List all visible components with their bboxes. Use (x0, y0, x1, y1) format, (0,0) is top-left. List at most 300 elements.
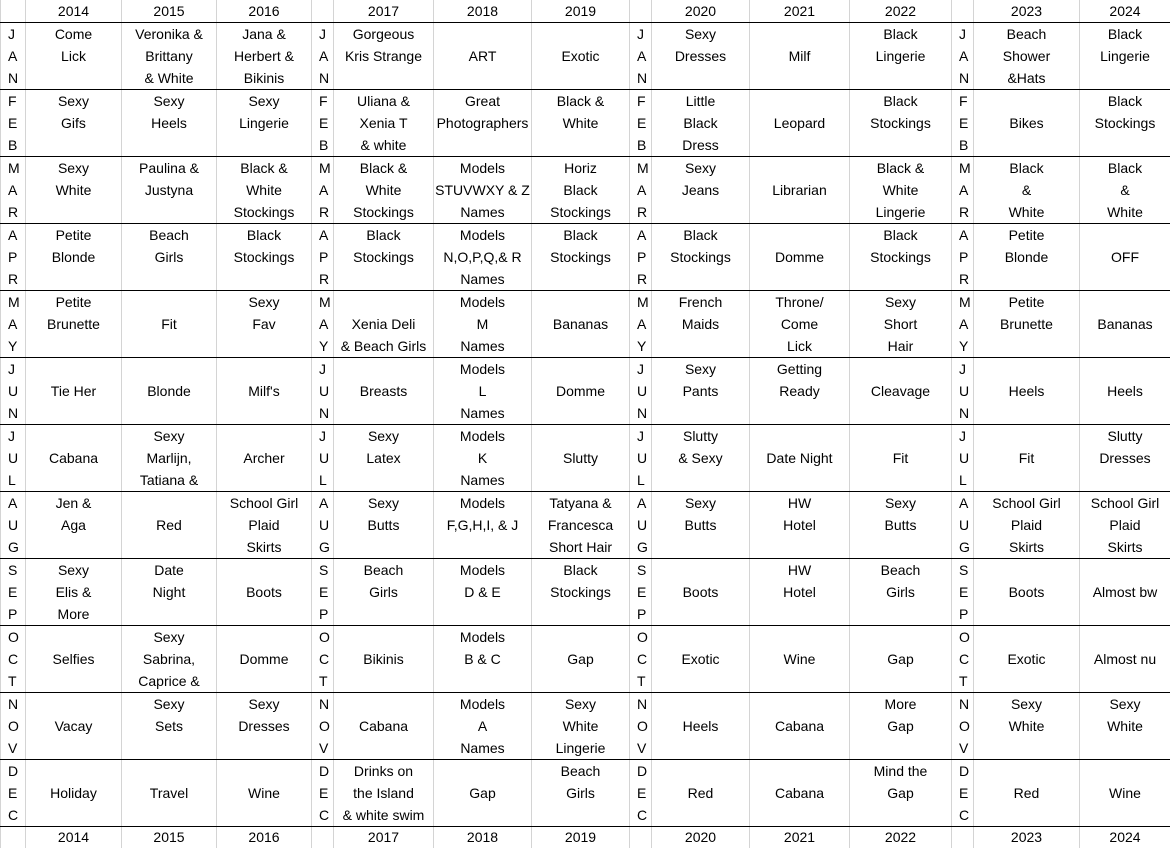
month-letter: J (312, 425, 334, 448)
calendar-cell-2023 (974, 402, 1080, 425)
month-row (1, 760, 1170, 783)
month-letter: J (952, 358, 974, 381)
calendar-cell-2015 (122, 492, 217, 515)
calendar-cell-2021 (750, 626, 850, 649)
calendar-cell-2023: Fit (974, 447, 1080, 469)
month-letter: O (952, 626, 974, 649)
calendar-cell-2019: Francesca (532, 514, 630, 536)
month-letter: F (312, 90, 334, 113)
calendar-cell-2024: OFF (1080, 246, 1170, 268)
calendar-cell-2022: Beach (850, 559, 952, 582)
month-row (1, 693, 1170, 716)
calendar-cell-2019: Sexy (532, 693, 630, 716)
calendar-cell-2015: Heels (122, 112, 217, 134)
calendar-cell-2019: Slutty (532, 447, 630, 469)
calendar-cell-2015 (122, 737, 217, 760)
year-header-2018: 2018 (434, 0, 532, 23)
calendar-cell-2024: Lingerie (1080, 45, 1170, 67)
month-row (1, 782, 1170, 804)
calendar-cell-2018: D & E (434, 581, 532, 603)
calendar-cell-2024 (1080, 224, 1170, 247)
calendar-cell-2023: White (974, 201, 1080, 224)
calendar-cell-2017: Beach (334, 559, 434, 582)
calendar-cell-2014 (26, 536, 122, 559)
calendar-cell-2022: Gap (850, 782, 952, 804)
month-letter: C (630, 804, 652, 827)
calendar-cell-2022: Stockings (850, 246, 952, 268)
year-header-2024: 2024 (1080, 827, 1170, 848)
calendar-cell-2014: Gifs (26, 112, 122, 134)
calendar-cell-2022: Sexy (850, 492, 952, 515)
calendar-cell-2017 (334, 469, 434, 492)
calendar-cell-2022: Black (850, 23, 952, 46)
month-letter: R (312, 268, 334, 291)
calendar-cell-2021: Date Night (750, 447, 850, 469)
year-header-2014: 2014 (26, 827, 122, 848)
calendar-cell-2014: Cabana (26, 447, 122, 469)
calendar-cell-2014: Selfies (26, 648, 122, 670)
month-letter: L (630, 469, 652, 492)
calendar-cell-2021 (750, 224, 850, 247)
calendar-cell-2021 (750, 737, 850, 760)
month-letter: E (1, 581, 26, 603)
calendar-cell-2015: Veronika & (122, 23, 217, 46)
calendar-cell-2023 (974, 425, 1080, 448)
month-letter: Y (312, 335, 334, 358)
calendar-cell-2014: Tie Her (26, 380, 122, 402)
year-header-2021: 2021 (750, 827, 850, 848)
calendar-cell-2014 (26, 134, 122, 157)
month-letter: U (630, 380, 652, 402)
month-letter: M (1, 291, 26, 314)
calendar-cell-2016 (217, 737, 312, 760)
calendar-cell-2024 (1080, 268, 1170, 291)
calendar-cell-2015: Sets (122, 715, 217, 737)
month-letter: C (1, 804, 26, 827)
calendar-cell-2017: Stockings (334, 246, 434, 268)
calendar-cell-2018 (434, 134, 532, 157)
calendar-cell-2019: Exotic (532, 45, 630, 67)
calendar-cell-2019 (532, 335, 630, 358)
calendar-cell-2019 (532, 603, 630, 626)
month-column-header (1, 827, 26, 848)
calendar-cell-2020 (652, 626, 750, 649)
month-letter: V (312, 737, 334, 760)
calendar-cell-2015 (122, 536, 217, 559)
calendar-cell-2020: Sexy (652, 358, 750, 381)
month-letter: G (312, 536, 334, 559)
month-letter: C (312, 804, 334, 827)
month-letter: U (952, 447, 974, 469)
calendar-cell-2015: Caprice & (122, 670, 217, 693)
month-letter: E (630, 782, 652, 804)
calendar-cell-2018 (434, 23, 532, 46)
calendar-cell-2016: Herbert & (217, 45, 312, 67)
year-header-2015: 2015 (122, 0, 217, 23)
calendar-cell-2023 (974, 626, 1080, 649)
calendar-cell-2018: K (434, 447, 532, 469)
calendar-cell-2022: White (850, 179, 952, 201)
calendar-cell-2018: N,O,P,Q,& R (434, 246, 532, 268)
month-letter: P (1, 603, 26, 626)
month-letter: M (630, 291, 652, 314)
calendar-cell-2017 (334, 358, 434, 381)
calendar-cell-2018: STUVWXY & Z (434, 179, 532, 201)
calendar-cell-2020: Slutty (652, 425, 750, 448)
year-header-2019: 2019 (532, 827, 630, 848)
month-letter: N (630, 402, 652, 425)
calendar-cell-2020: Dresses (652, 45, 750, 67)
month-letter: F (952, 90, 974, 113)
calendar-cell-2021: Domme (750, 246, 850, 268)
month-letter: G (952, 536, 974, 559)
calendar-cell-2024 (1080, 402, 1170, 425)
calendar-cell-2024 (1080, 291, 1170, 314)
year-header-2016: 2016 (217, 0, 312, 23)
calendar-cell-2019: Lingerie (532, 737, 630, 760)
calendar-cell-2020: Sexy (652, 492, 750, 515)
calendar-cell-2014: Sexy (26, 559, 122, 582)
month-letter: S (630, 559, 652, 582)
month-letter: C (952, 804, 974, 827)
month-letter: O (312, 715, 334, 737)
calendar-cell-2021 (750, 670, 850, 693)
calendar-cell-2014 (26, 670, 122, 693)
month-letter: R (630, 201, 652, 224)
month-letter: U (952, 514, 974, 536)
calendar-cell-2022 (850, 536, 952, 559)
month-letter: O (1, 626, 26, 649)
calendar-cell-2020: Heels (652, 715, 750, 737)
calendar-cell-2014 (26, 469, 122, 492)
calendar-cell-2014: Holiday (26, 782, 122, 804)
calendar-cell-2015: Red (122, 514, 217, 536)
calendar-cell-2023: Plaid (974, 514, 1080, 536)
calendar-cell-2016 (217, 469, 312, 492)
calendar-cell-2020 (652, 536, 750, 559)
calendar-cell-2017: Breasts (334, 380, 434, 402)
calendar-cell-2021 (750, 134, 850, 157)
month-column-header (952, 0, 974, 23)
month-letter: B (1, 134, 26, 157)
calendar-cell-2024 (1080, 737, 1170, 760)
calendar-cell-2024: Almost nu (1080, 648, 1170, 670)
month-letter: J (1, 358, 26, 381)
calendar-cell-2023: Heels (974, 380, 1080, 402)
calendar-cell-2020: Pants (652, 380, 750, 402)
year-header-2019: 2019 (532, 0, 630, 23)
month-row (1, 425, 1170, 448)
calendar-cell-2019: Domme (532, 380, 630, 402)
calendar-cell-2015: Fit (122, 313, 217, 335)
month-row (1, 380, 1170, 402)
calendar-cell-2019: Horiz (532, 157, 630, 180)
month-letter: Y (952, 335, 974, 358)
calendar-cell-2022 (850, 603, 952, 626)
year-header-2023: 2023 (974, 0, 1080, 23)
month-row (1, 179, 1170, 201)
calendar-cell-2022: Gap (850, 715, 952, 737)
calendar-cell-2021 (750, 402, 850, 425)
calendar-cell-2019: Stockings (532, 246, 630, 268)
calendar-cell-2024: Stockings (1080, 112, 1170, 134)
calendar-cell-2021: Hotel (750, 581, 850, 603)
month-letter: F (630, 90, 652, 113)
month-letter: A (312, 313, 334, 335)
month-letter: C (952, 648, 974, 670)
month-letter: A (952, 45, 974, 67)
calendar-cell-2021: HW (750, 492, 850, 515)
calendar-cell-2024: Heels (1080, 380, 1170, 402)
calendar-cell-2024: Black (1080, 23, 1170, 46)
calendar-cell-2018: Models (434, 157, 532, 180)
calendar-cell-2014 (26, 268, 122, 291)
calendar-cell-2016: School Girl (217, 492, 312, 515)
calendar-cell-2014: Lick (26, 45, 122, 67)
calendar-cell-2024 (1080, 134, 1170, 157)
month-row (1, 335, 1170, 358)
calendar-cell-2023: Petite (974, 224, 1080, 247)
calendar-cell-2017: Kris Strange (334, 45, 434, 67)
calendar-cell-2024 (1080, 670, 1170, 693)
calendar-cell-2021: Hotel (750, 514, 850, 536)
calendar-cell-2020 (652, 693, 750, 716)
month-letter: U (312, 447, 334, 469)
calendar-cell-2023 (974, 603, 1080, 626)
calendar-cell-2017: White (334, 179, 434, 201)
calendar-cell-2022 (850, 67, 952, 90)
calendar-cell-2019 (532, 670, 630, 693)
calendar-cell-2017 (334, 670, 434, 693)
month-letter: A (1, 179, 26, 201)
month-column-header (630, 827, 652, 848)
calendar-cell-2018: Models (434, 291, 532, 314)
calendar-cell-2015: Tatiana & (122, 469, 217, 492)
calendar-cell-2019: Beach (532, 760, 630, 783)
month-letter: C (630, 648, 652, 670)
calendar-cell-2019: Short Hair (532, 536, 630, 559)
calendar-cell-2024 (1080, 358, 1170, 381)
calendar-cell-2015 (122, 402, 217, 425)
calendar-cell-2019: Stockings (532, 201, 630, 224)
calendar-cell-2015 (122, 760, 217, 783)
calendar-cell-2021: HW (750, 559, 850, 582)
month-letter: N (312, 402, 334, 425)
calendar-cell-2022: Cleavage (850, 380, 952, 402)
calendar-cell-2020: Little (652, 90, 750, 113)
calendar-cell-2024 (1080, 804, 1170, 827)
calendar-cell-2015 (122, 134, 217, 157)
calendar-cell-2018: M (434, 313, 532, 335)
calendar-cell-2015: Blonde (122, 380, 217, 402)
calendar-cell-2024: Almost bw (1080, 581, 1170, 603)
month-letter: U (312, 514, 334, 536)
calendar-cell-2023: Bikes (974, 112, 1080, 134)
calendar-cell-2021 (750, 425, 850, 448)
calendar-cell-2016: Plaid (217, 514, 312, 536)
calendar-cell-2015: Sexy (122, 425, 217, 448)
calendar-cell-2014 (26, 737, 122, 760)
month-letter: G (1, 536, 26, 559)
calendar-cell-2022: Sexy (850, 291, 952, 314)
month-letter: L (312, 469, 334, 492)
month-letter: U (312, 380, 334, 402)
month-letter: P (312, 603, 334, 626)
calendar-cell-2023: Shower (974, 45, 1080, 67)
calendar-cell-2022 (850, 134, 952, 157)
calendar-cell-2014 (26, 425, 122, 448)
calendar-cell-2021: Cabana (750, 715, 850, 737)
calendar-cell-2017: Drinks on (334, 760, 434, 783)
calendar-cell-2020 (652, 268, 750, 291)
month-letter: N (1, 402, 26, 425)
calendar-cell-2023 (974, 134, 1080, 157)
calendar-cell-2019: White (532, 112, 630, 134)
month-letter: F (1, 90, 26, 113)
calendar-cell-2016: Lingerie (217, 112, 312, 134)
month-letter: U (1, 447, 26, 469)
calendar-cell-2022: Mind the (850, 760, 952, 783)
calendar-cell-2014 (26, 804, 122, 827)
calendar-cell-2019 (532, 425, 630, 448)
month-letter: S (312, 559, 334, 582)
calendar-cell-2014: White (26, 179, 122, 201)
month-letter: L (1, 469, 26, 492)
calendar-cell-2020: Dress (652, 134, 750, 157)
calendar-cell-2021: Come (750, 313, 850, 335)
month-letter: D (1, 760, 26, 783)
month-letter: T (1, 670, 26, 693)
calendar-cell-2019 (532, 291, 630, 314)
calendar-cell-2022: Lingerie (850, 201, 952, 224)
calendar-cell-2023: White (974, 715, 1080, 737)
month-letter: N (952, 67, 974, 90)
calendar-cell-2024: Black (1080, 157, 1170, 180)
month-row (1, 246, 1170, 268)
month-letter: Y (1, 335, 26, 358)
calendar-cell-2021: Wine (750, 648, 850, 670)
calendar-cell-2021 (750, 268, 850, 291)
calendar-cell-2018: Models (434, 626, 532, 649)
calendar-cell-2020: French (652, 291, 750, 314)
calendar-cell-2023: School Girl (974, 492, 1080, 515)
calendar-cell-2016: Black & (217, 157, 312, 180)
month-row (1, 134, 1170, 157)
calendar-cell-2017: Butts (334, 514, 434, 536)
calendar-cell-2014: Sexy (26, 90, 122, 113)
calendar-cell-2016: Sexy (217, 291, 312, 314)
month-letter: E (1, 112, 26, 134)
month-letter: U (952, 380, 974, 402)
calendar-cell-2019: Bananas (532, 313, 630, 335)
month-letter: E (630, 112, 652, 134)
calendar-cell-2019 (532, 268, 630, 291)
month-row (1, 291, 1170, 314)
calendar-cell-2020 (652, 603, 750, 626)
calendar-cell-2015: Marlijn, (122, 447, 217, 469)
year-header-2016: 2016 (217, 827, 312, 848)
month-letter: B (312, 134, 334, 157)
calendar-cell-2024: Sexy (1080, 693, 1170, 716)
calendar-cell-2020 (652, 335, 750, 358)
calendar-cell-2017: Latex (334, 447, 434, 469)
calendar-cell-2023: Black (974, 157, 1080, 180)
month-letter: O (312, 626, 334, 649)
calendar-cell-2015 (122, 358, 217, 381)
calendar-cell-2018: ART (434, 45, 532, 67)
month-letter: D (952, 760, 974, 783)
month-letter: P (630, 603, 652, 626)
calendar-cell-2019: Black (532, 559, 630, 582)
calendar-cell-2024 (1080, 67, 1170, 90)
calendar-cell-2018 (434, 760, 532, 783)
calendar-cell-2016: Stockings (217, 201, 312, 224)
calendar-cell-2015: Brittany (122, 45, 217, 67)
calendar-cell-2020: Maids (652, 313, 750, 335)
month-letter: T (630, 670, 652, 693)
month-letter: N (312, 67, 334, 90)
month-row (1, 648, 1170, 670)
month-row (1, 268, 1170, 291)
year-header-2018: 2018 (434, 827, 532, 848)
calendar-cell-2023 (974, 559, 1080, 582)
calendar-cell-2018: L (434, 380, 532, 402)
month-letter: J (630, 358, 652, 381)
calendar-cell-2017 (334, 603, 434, 626)
calendar-cell-2018: Models (434, 559, 532, 582)
calendar-cell-2017: Black & (334, 157, 434, 180)
calendar-cell-2016 (217, 626, 312, 649)
month-letter: A (630, 45, 652, 67)
calendar-cell-2023: Exotic (974, 648, 1080, 670)
calendar-cell-2014 (26, 67, 122, 90)
month-letter: A (630, 313, 652, 335)
calendar-cell-2020 (652, 760, 750, 783)
calendar-cell-2014 (26, 626, 122, 649)
calendar-cell-2016 (217, 559, 312, 582)
calendar-cell-2024: Wine (1080, 782, 1170, 804)
calendar-cell-2018: Names (434, 402, 532, 425)
month-letter: J (630, 23, 652, 46)
calendar-cell-2017: Cabana (334, 715, 434, 737)
month-letter: E (952, 581, 974, 603)
calendar-cell-2021: Milf (750, 45, 850, 67)
calendar-cell-2016: Dresses (217, 715, 312, 737)
calendar-cell-2015: Paulina & (122, 157, 217, 180)
month-row (1, 90, 1170, 113)
month-row (1, 559, 1170, 582)
month-row (1, 536, 1170, 559)
month-row (1, 514, 1170, 536)
calendar-cell-2014 (26, 335, 122, 358)
calendar-cell-2019 (532, 804, 630, 827)
calendar-cell-2021 (750, 760, 850, 783)
month-row (1, 804, 1170, 827)
calendar-cell-2020 (652, 201, 750, 224)
month-letter: M (312, 157, 334, 180)
calendar-cell-2019 (532, 358, 630, 381)
month-row (1, 313, 1170, 335)
calendar-cell-2014: Sexy (26, 157, 122, 180)
calendar-cell-2024: & (1080, 179, 1170, 201)
month-letter: E (312, 581, 334, 603)
calendar-cell-2022: Black & (850, 157, 952, 180)
calendar-cell-2018: Models (434, 358, 532, 381)
month-row (1, 626, 1170, 649)
calendar-cell-2020: Stockings (652, 246, 750, 268)
calendar-cell-2016 (217, 603, 312, 626)
month-letter: S (952, 559, 974, 582)
